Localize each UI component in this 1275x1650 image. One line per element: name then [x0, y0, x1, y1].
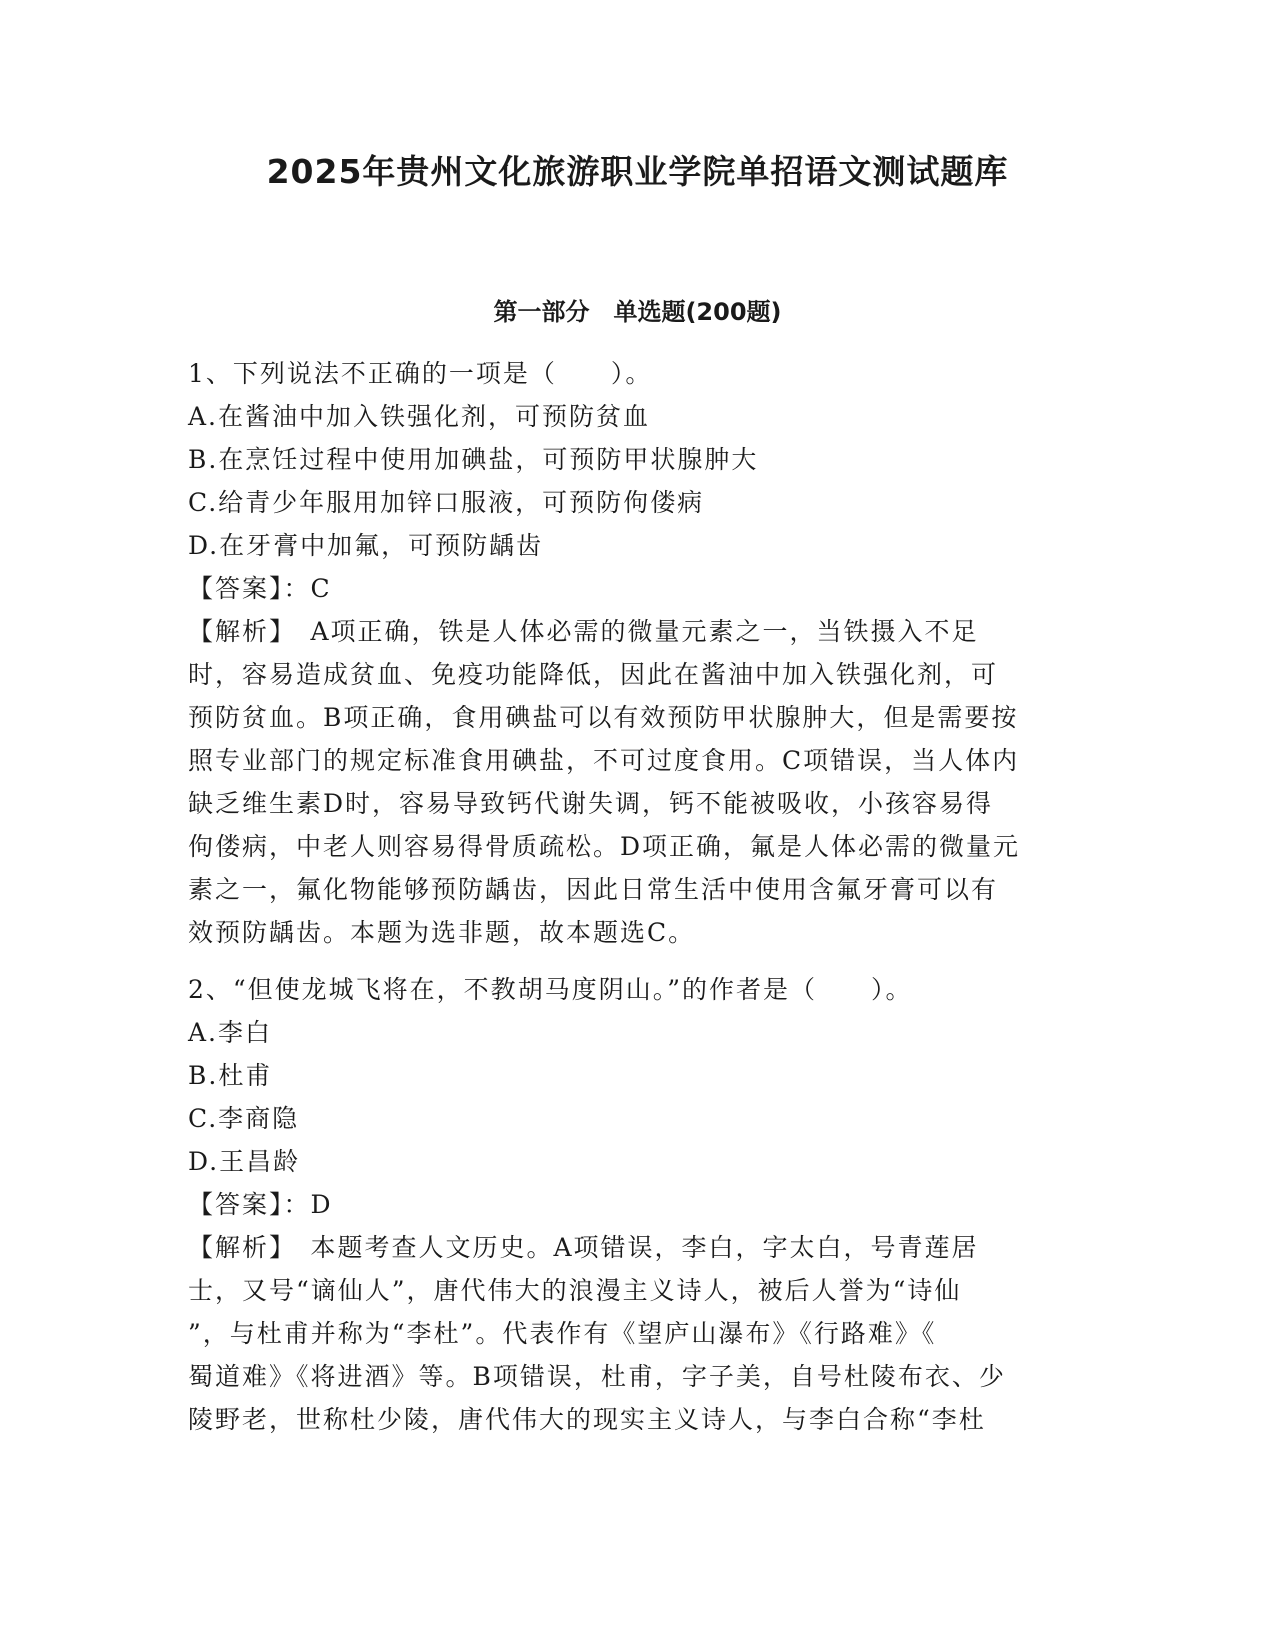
option-b: B.杜甫: [188, 1061, 273, 1090]
answer-line: 【答案】：D: [188, 1190, 333, 1219]
analysis-line: 素之一，氟化物能够预防龋齿，因此日常生活中使用含氟牙膏可以有: [188, 875, 999, 904]
document-title: 2025年贵州文化旅游职业学院单招语文测试题库: [266, 152, 1009, 191]
question-stem: 2、“但使龙城飞将在，不教胡马度阴山。”的作者是（ ）。: [188, 975, 913, 1004]
analysis-line: 蜀道难》《将进酒》等。B项错误，杜甫，字子美，自号杜陵布衣、少: [188, 1362, 1006, 1391]
question-block: [188, 968, 1088, 1441]
analysis-line: 士，又号“谪仙人”，唐代伟大的浪漫主义诗人，被后人誉为“诗仙: [188, 1276, 962, 1305]
analysis-line: 时，容易造成贫血、免疫功能降低，因此在酱油中加入铁强化剂，可: [188, 660, 999, 689]
analysis-line: 缺乏维生素D时，容易导致钙代谢失调，钙不能被吸收，小孩容易得: [188, 789, 994, 818]
analysis-line: 效预防龋齿。本题为选非题，故本题选C。: [188, 918, 696, 947]
analysis-line: 【解析】 本题考查人文历史。A项错误，李白，字太白，号青莲居: [188, 1233, 979, 1262]
option-c: C.李商隐: [188, 1104, 300, 1133]
option-c: C.给青少年服用加锌口服液，可预防佝偻病: [188, 488, 705, 517]
option-b: B.在烹饪过程中使用加碘盐，可预防甲状腺肿大: [188, 445, 759, 474]
section-heading: 第一部分 单选题(200题): [493, 298, 782, 326]
analysis-line: 【解析】 A项正确，铁是人体必需的微量元素之一，当铁摄入不足: [188, 617, 979, 646]
option-d: D.在牙膏中加氟，可预防龋齿: [188, 531, 544, 560]
question-gap: [188, 954, 1088, 968]
option-d: D.王昌龄: [188, 1147, 301, 1176]
question-stem: 1、下列说法不正确的一项是（ ）。: [188, 359, 653, 388]
question-block: [188, 352, 1088, 954]
analysis-line: 预防贫血。B项正确，食用碘盐可以有效预防甲状腺肿大，但是需要按: [188, 703, 1019, 732]
question-list: [188, 352, 1088, 1441]
option-a: A.在酱油中加入铁强化剂，可预防贫血: [188, 402, 651, 431]
analysis-line: ”，与杜甫并称为“李杜”。代表作有《望庐山瀑布》《行路难》《: [188, 1319, 937, 1348]
answer-line: 【答案】：C: [188, 574, 332, 603]
analysis-line: 陵野老，世称杜少陵，唐代伟大的现实主义诗人，与李白合称“李杜: [188, 1405, 986, 1434]
option-a: A.李白: [188, 1018, 273, 1047]
analysis-line: 佝偻病，中老人则容易得骨质疏松。D项正确，氟是人体必需的微量元: [188, 832, 1021, 861]
analysis-line: 照专业部门的规定标准食用碘盐，不可过度食用。C项错误，当人体内: [188, 746, 1020, 775]
